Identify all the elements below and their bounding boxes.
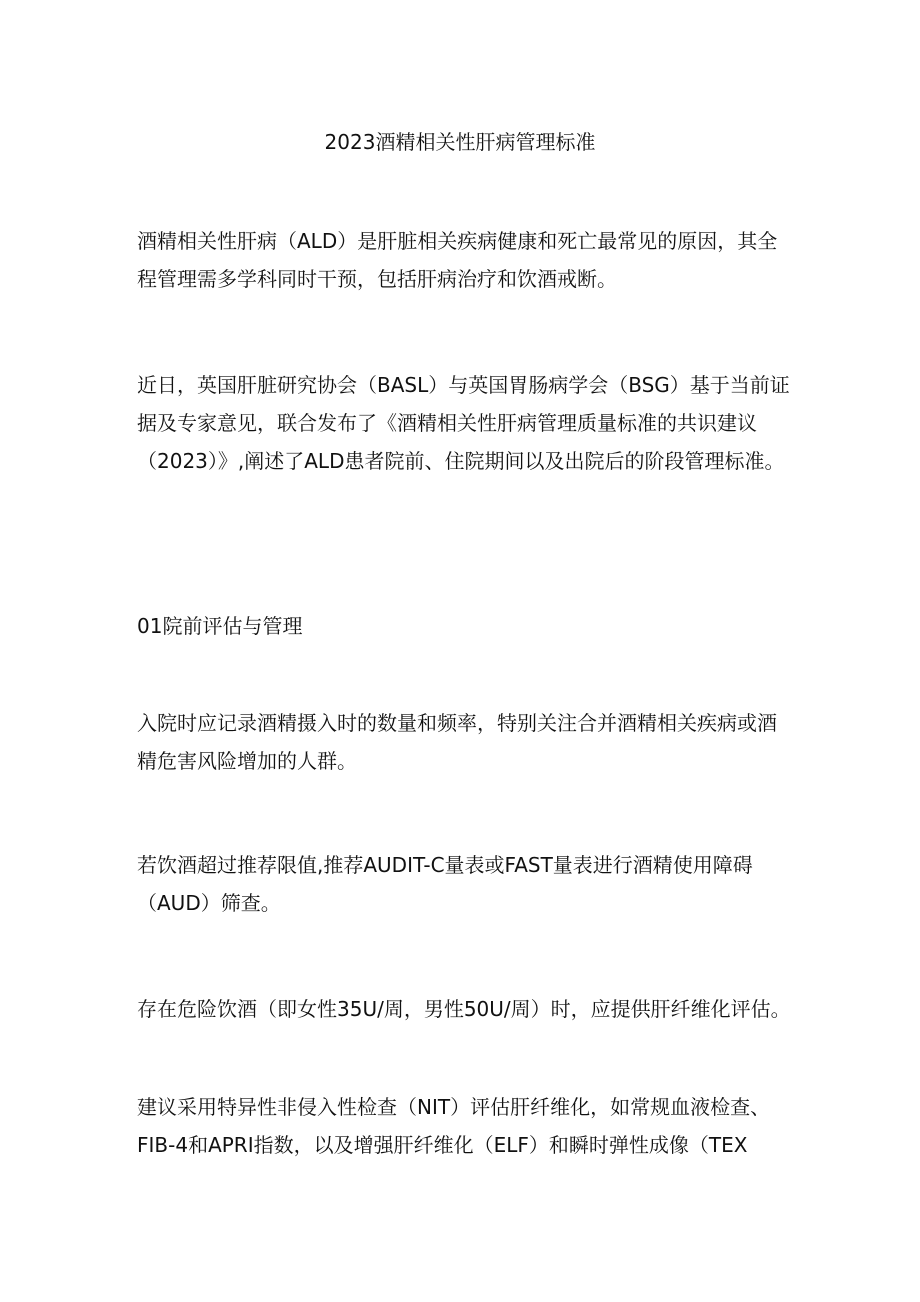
section-paragraph-3 bbox=[137, 990, 797, 1028]
text-line: 入院时应记录酒精摄入时的数量和频率，特别关注合并酒精相关疾病或酒 bbox=[137, 711, 777, 735]
section-heading: 01院前评估与管理 bbox=[137, 614, 303, 638]
section-paragraph-4 bbox=[137, 1088, 797, 1164]
text-line: （AUD）筛查。 bbox=[137, 891, 281, 915]
section-paragraph-1 bbox=[137, 704, 797, 780]
text-line: 存在危险饮酒（即女性35U/周，男性50U/周）时，应提供肝纤维化评估。 bbox=[137, 997, 791, 1021]
section-paragraph-2 bbox=[137, 846, 797, 922]
text-line: FIB-4和APRI指数，以及增强肝纤维化（ELF）和瞬时弹性成像（TEX bbox=[137, 1133, 748, 1157]
intro-paragraph-2 bbox=[137, 366, 797, 480]
text-line: 酒精相关性肝病（ALD）是肝脏相关疾病健康和死亡最常见的原因，其全 bbox=[137, 229, 778, 253]
text-line: 程管理需多学科同时干预，包括肝病治疗和饮酒戒断。 bbox=[137, 267, 617, 291]
text-line: 近日，英国肝脏研究协会（BASL）与英国胃肠病学会（BSG）基于当前证 bbox=[137, 373, 790, 397]
text-line: 据及专家意见，联合发布了《酒精相关性肝病管理质量标准的共识建议 bbox=[137, 411, 757, 435]
text-line: 若饮酒超过推荐限值,推荐AUDIT-C量表或FAST量表进行酒精使用障碍 bbox=[137, 853, 753, 877]
text-line: 建议采用特异性非侵入性检查（NIT）评估肝纤维化，如常规血液检查、 bbox=[137, 1095, 771, 1119]
text-line: 精危害风险增加的人群。 bbox=[137, 749, 357, 773]
text-line: （2023）》,阐述了ALD患者院前、住院期间以及出院后的阶段管理标准。 bbox=[137, 449, 785, 473]
intro-paragraph-1 bbox=[137, 222, 797, 298]
document-title: 2023酒精相关性肝病管理标准 bbox=[324, 130, 596, 154]
